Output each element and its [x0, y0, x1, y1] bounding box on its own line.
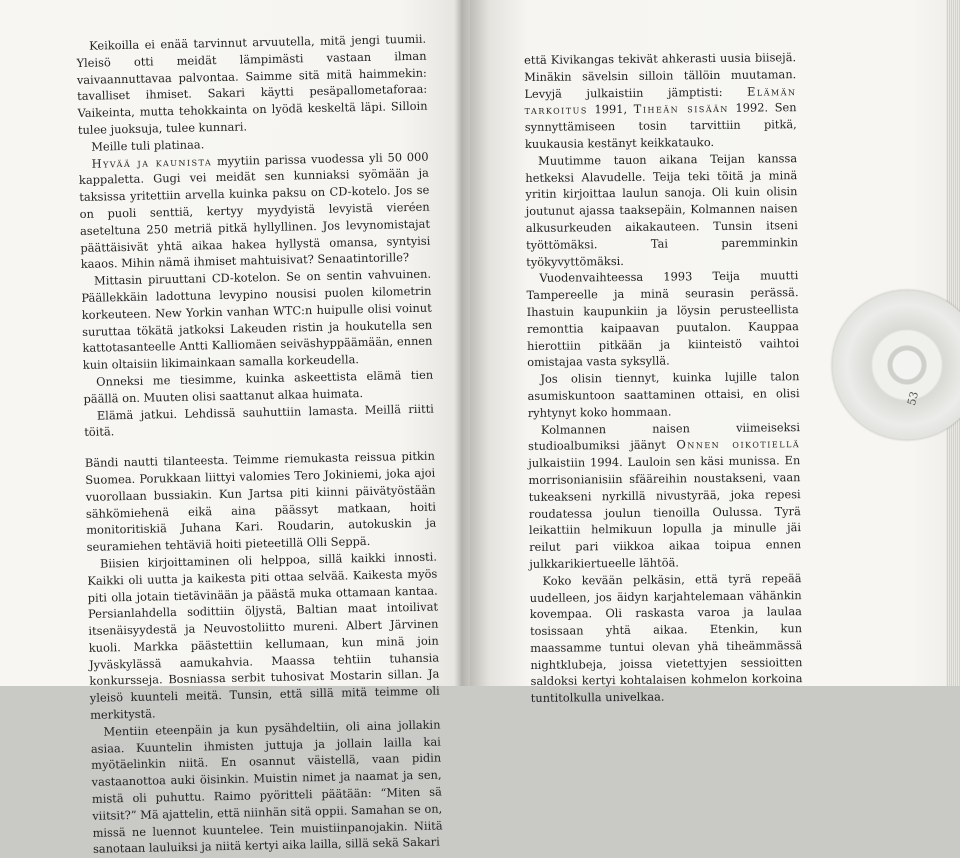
paragraph: Meille tuli platinaa. [91, 137, 205, 154]
paragraph: Mentiin eteenpäin ja kun pysähdeltiin, oli aina jollakin asiaa. Kuuntelin ihmisten juttuja ja jollain lailla kai myötäelinkin niitä. En osannut väistellä, vaan pidin vastaanottoa auki öisinkin. Muistin nimet ja naamat ja sen, mistä oli puhuttu. Raimo pyöritteli päätään: “Miten sä viitsit?” Mä ajattelin, että niinhän sitä oppii. Samahan se on, missä ne luennot kuuntelee. Tein muistiinpanojakin. Niitä sanotaan lauluiksi ja niitä kertyi aika lailla, sillä sekä Sakari [90, 717, 443, 857]
paragraph: Koko kevään pelkäsin, että tyrä repeää uudelleen, jos äidyn karjahtelemaan vähänkin kovempaa. Oli raskasta varoa ja laulaa tosissaan yhtä aikaa. Etenkin, kun maassamme tuntui olevan yhä tiheämmässä nightklubeja, joissa vietettyjen sessioitten saldoksi kertyi kohtalaisen kohmelon korkoina tuntitolkulla univelkaa. [529, 570, 803, 706]
paragraph [524, 49, 797, 153]
paragraph [78, 148, 430, 273]
paragraph: Onneksi me tiesimme, kuinka askeettista elämä tien päällä on. Muuten olisi saattanut alkaa huimata. [83, 367, 434, 406]
paragraph: Bändi nautti tilanteesta. Teimme riemukasta reissua pitkin Suomea. Porukkaan liittyi valomies Tero Jokiniemi, joka ajoi vuorollaan bussiakin. Kun Jartsa piti kiinni päivätyöstään sähkömiehenä eikä aina päässyt matkaan, hoiti monitoritiskiä Juhana Kari. Roudarin, autokuskin ja seuramiehen tehtäviä hoiti pieteetillä Olli Seppä. [84, 448, 437, 554]
paragraph: Mittasin piruuttani CD-kotelon. Se on sentin vahvuinen. Päällekkäin ladottuna levypino nousisi puolen kilometrin korkeuteen. New Yorkin vanhan WTC:n huipulle olisi voinut suruttaa tökätä jatkoksi Lakeuden ristin ja houkutella sen kattotasanteelle Antti Kalliomäen seiväshyppäämään, ennen kuin oltaisiin likimainkaan samalla korkeudella. [81, 266, 433, 373]
small-caps-title: Tiheän sisään [633, 101, 729, 117]
gutter-shadow [454, 0, 470, 686]
paragraph: Keikoilla ei enää tarvinnut arvuutella, mitä jengi tuumii. Yleisö otti meidät lämpimästi vastaan ilman vaivaannuttavaa palvontaa. Saimme sitä mitä haimmekin: tavalliset ihmiset. Sakari käytti pesäpallometaforaa: Vaikeinta, mutta tehokkainta on lyödä keskeltä läpi. Silloin tulee juoksuja, tulee kunnari. [76, 31, 428, 137]
paragraph-text: 1991, [587, 102, 634, 117]
small-caps-title: Onnen oikotiellä [676, 436, 801, 452]
paragraph [528, 419, 802, 573]
paragraph-text: julkaistiin 1994. Lauloin sen käsi munissa. En morrisonianisiin sfääreihin noustakseni, vaan tukeakseni nyrkillä nivustyrää, joka repesi roudatessa joulun tienoilla Oulussa. Tyrä leikattiin helmikuun lopulla ja minulle jäi reilut pari viikkoa aikaa toipua ennen julkkarikiertueelle lähtöä. [528, 453, 802, 571]
paragraph: Biisien kirjoittaminen oli helppoa, sillä kaikki innosti. Kaikki oli uutta ja kaikesta piti ottaa selvää. Kaikesta myös piti olla jotain tietävinään ja päästä muka ottamaan kantaa. Persianlahdella sodittiin öljystä, Baltian maat intoilivat itsenäisyydestä ja Neuvostoliitto mureni. Albert Järvinen kuoli. Markka päästettiin kellumaan, kun minä join Jyväskylässä aamukahvia. Maassa tehtiin tuhansia konkursseja. Bosniassa serbit tuhosivat Mostarin sillan. Ja yleisö kuunteli meitä. Tunsin, että sillä mitä teimme oli merkitystä. [87, 549, 440, 722]
page-number: 53 [904, 390, 922, 407]
left-text-column [76, 31, 443, 858]
paragraph: Elämä jatkui. Lehdissä sauhuttiin lamasta. Meillä riitti töitä. [84, 401, 434, 440]
small-caps-title: Hyvää ja kaunista [91, 153, 213, 171]
paragraph-text: että Kivikangas tekivät ahkerasti uusia biisejä. Minäkin sävelsin silloin tällöin muutaman. Levyjä julkaistiin jämptisti: [524, 50, 797, 101]
small-caps-title: Elämän tarkoitus [524, 83, 797, 118]
right-text-column [524, 49, 803, 707]
paragraph: Vuodenvaihteessa 1993 Teija muutti Tampereelle ja minä seurasin perässä. Ihastuin kaupunkiin ja löysin perusteellista remonttia kaipaavan puutalon. Kauppaa hierottiin pitkään ja kiinteistö vaihtoi omistajaa vasta syksyllä. [526, 268, 800, 370]
paragraph: Jos olisin tiennyt, kuinka lujille talon asumiskuntoon saattaminen ottaisi, en olisi ryhtynyt koko hommaan. [527, 369, 800, 420]
paragraph-text: Kolmannen naisen viimeiseksi studioalbumiksi jäänyt [528, 419, 801, 454]
paragraph: Muutimme tauon aikana Teijan kanssa hetkeksi Alavudelle. Teija teki töitä ja minä yritin kirjoittaa laulun sanoja. Oli kuin olisin joutunut ajassa taaksepäin, Kolmannen naisen alkusurkeuden aikakauteen. Tunsin itseni työttömäksi. Tai paremminkin työkyvyttömäksi. [525, 150, 799, 269]
paragraph-text: 1992. Sen synnyttämiseen tosin tarvittiin pitkä, kuukausia kestänyt keikkatauko. [524, 100, 797, 151]
paragraph-text: myytiin parissa vuodessa yli 50 000 kappaletta. Gugi vei meidät sen kunniaksi syömään ja taksissa yritettiin arvella kuinka paksu on CD-kotelo. Jos se on puoli senttiä, kertyy myydyistä levyistä vieréen aseteltuna 250 metriä pitkä hyllyllinen. Jos levynomistajat päättäisivät yhtä aikaa hakea hyllystä omansa, syntyisi kaaos. Mihin nämä ihmiset mahtuisivat? Senaatintorille? [78, 149, 431, 272]
